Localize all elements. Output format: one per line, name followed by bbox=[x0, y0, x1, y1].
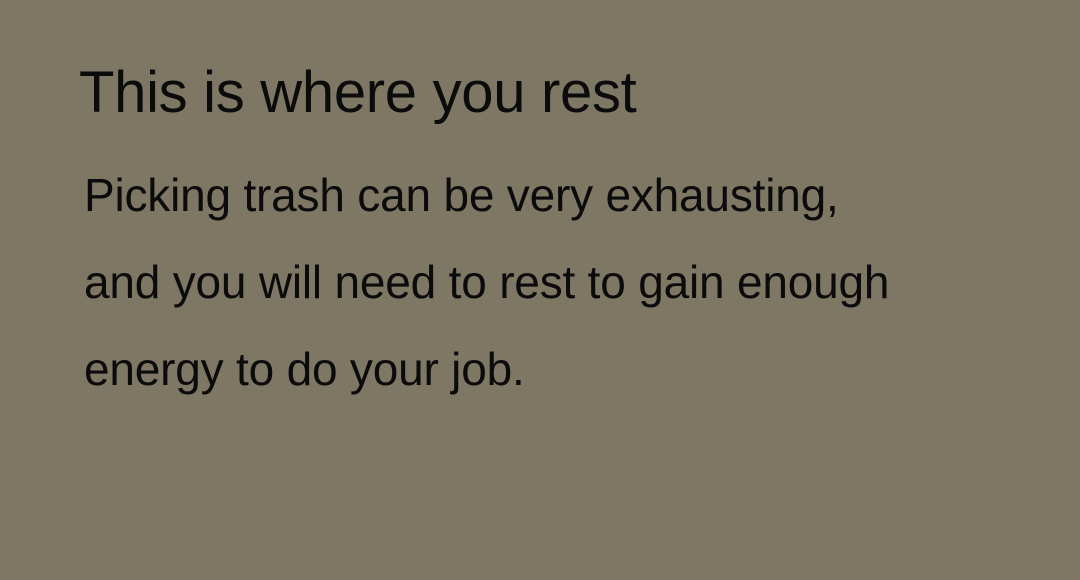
description-line-2: and you will need to rest to gain enough bbox=[84, 256, 890, 308]
panel-title: This is where you rest bbox=[79, 60, 637, 125]
description-line-1: Picking trash can be very exhausting, bbox=[84, 169, 839, 221]
panel-description bbox=[84, 152, 1044, 413]
description-line-3: energy to do your job. bbox=[84, 343, 525, 395]
